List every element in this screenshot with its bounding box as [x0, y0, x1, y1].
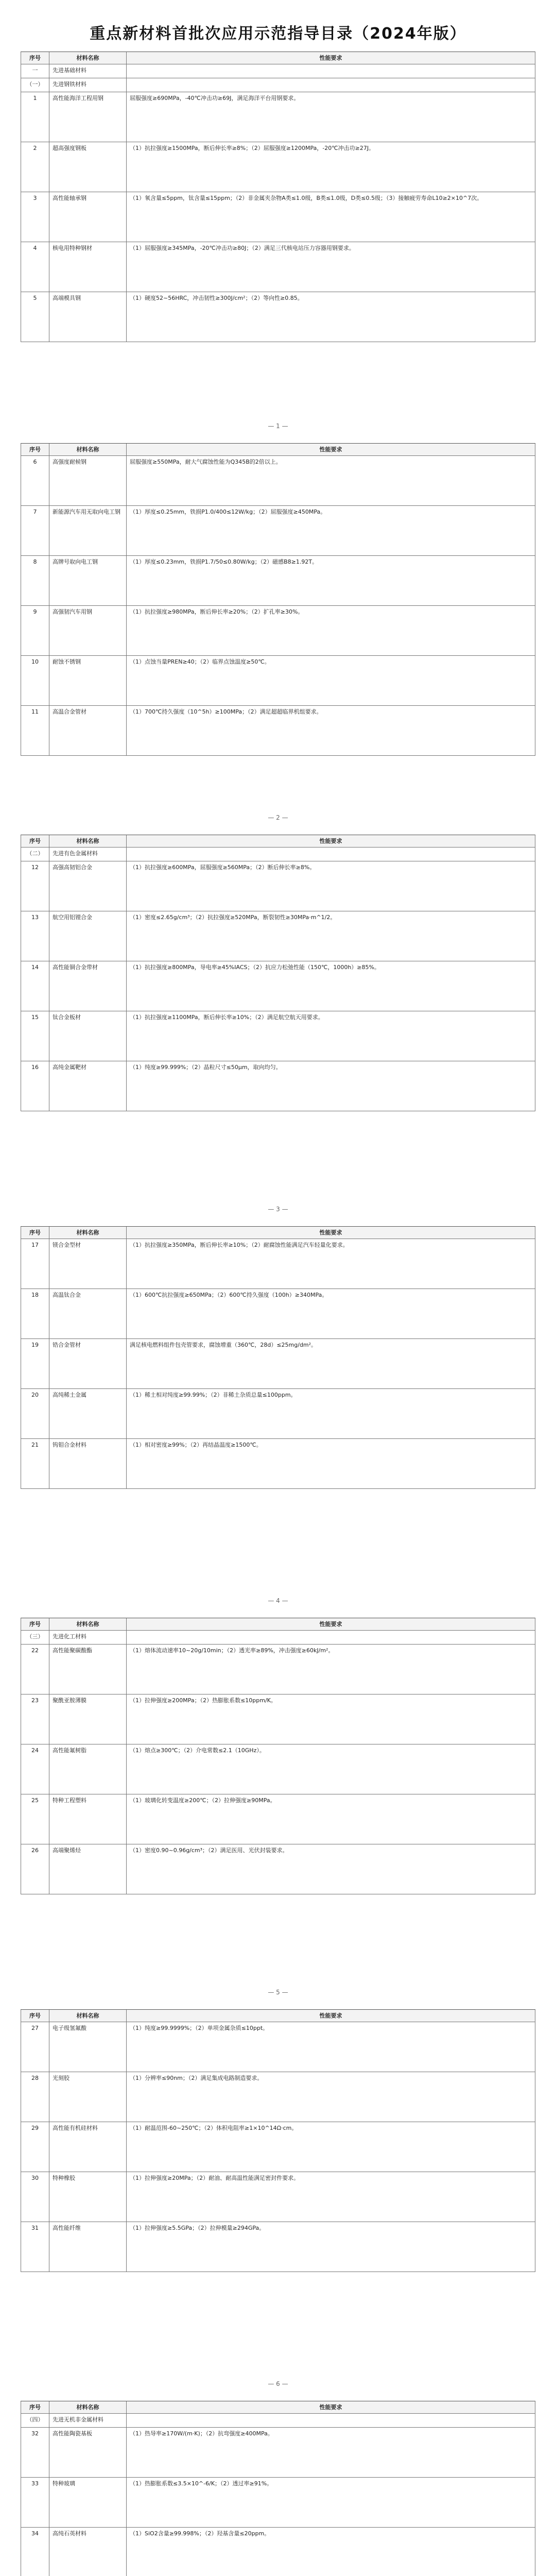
performance-requirements: （1）分辨率≤90nm；（2）满足集成电路制造要求。: [127, 2072, 535, 2122]
table-row: [21, 2072, 535, 2122]
section-row: [21, 1631, 535, 1645]
material-name: 电子级氢氟酸: [49, 2022, 127, 2072]
page-number: — 5 —: [268, 1989, 288, 1996]
performance-requirements: [127, 1631, 535, 1644]
header-requirements: 性能要求: [127, 1618, 535, 1630]
row-number: 33: [21, 2478, 49, 2527]
header-requirements: 性能要求: [127, 2401, 535, 2413]
performance-requirements: （1）熔体流动速率10~20g/10min；（2）透光率≥89%，冲击强度≥60kJ/m²。: [127, 1645, 535, 1694]
performance-requirements: [127, 848, 535, 861]
header-no: 序号: [21, 52, 49, 64]
material-name: 高温合金管材: [49, 706, 127, 755]
row-number: 5: [21, 292, 49, 342]
material-name: 聚酰亚胺薄膜: [49, 1694, 127, 1744]
performance-requirements: （1）稀土相对纯度≥99.99%；（2）非稀土杂质总量≤100ppm。: [127, 1389, 535, 1438]
table-row: [21, 556, 535, 606]
table-row: [21, 1645, 535, 1694]
header-requirements: 性能要求: [127, 2010, 535, 2022]
material-name: 高性能聚碳酸酯: [49, 1645, 127, 1694]
table-header-row: [21, 835, 535, 848]
table-row: [21, 1339, 535, 1389]
table-header-row: [21, 444, 535, 456]
row-number: 27: [21, 2022, 49, 2072]
material-name: 特种橡胶: [49, 2172, 127, 2222]
material-name: 高纯金属靶材: [49, 1061, 127, 1111]
performance-requirements: 屈服强度≥550MPa，耐大气腐蚀性能为Q345B的2倍以上。: [127, 456, 535, 505]
row-number: （二）: [21, 848, 49, 861]
material-name: 先进钢铁材料: [49, 78, 127, 92]
row-number: 23: [21, 1694, 49, 1744]
material-name: 高纯石英材料: [49, 2528, 127, 2576]
table-row: [21, 2172, 535, 2222]
table-row: [21, 1694, 535, 1744]
performance-requirements: （1）抗拉强度≥1500MPa，断后伸长率≥8%；（2）屈服强度≥1200MPa，-20℃冲击功≥27J。: [127, 142, 535, 192]
table-row: [21, 142, 535, 192]
material-name: 高牌号取向电工钢: [49, 556, 127, 605]
row-number: 14: [21, 961, 49, 1011]
header-name: 材料名称: [49, 2010, 127, 2022]
table-row: [21, 2428, 535, 2478]
performance-requirements: （1）屈服强度≥345MPa，-20℃冲击功≥80J；（2）满足三代核电站压力容器用钢要求。: [127, 242, 535, 292]
table-row: [21, 861, 535, 911]
performance-requirements: （1）热导率≥170W/(m·K)；（2）抗弯强度≥400MPa。: [127, 2428, 535, 2477]
row-number: 15: [21, 1011, 49, 1061]
material-name: 先进有色金属材料: [49, 848, 127, 861]
header-requirements: 性能要求: [127, 444, 535, 455]
table-page: [21, 2401, 535, 2576]
performance-requirements: （1）密度≤2.65g/cm³；（2）抗拉强度≥520MPa，断裂韧性≥30MPa·m^1/2。: [127, 911, 535, 961]
header-name: 材料名称: [49, 52, 127, 64]
header-no: 序号: [21, 2401, 49, 2413]
table-page: [21, 52, 535, 342]
document-title: 重点新材料首批次应用示范指导目录（2024年版）: [90, 25, 466, 43]
row-number: 一: [21, 64, 49, 78]
row-number: 6: [21, 456, 49, 505]
material-name: 特种玻璃: [49, 2478, 127, 2527]
material-name: 新能源汽车用无取向电工钢: [49, 506, 127, 555]
material-name: 高性能氟树脂: [49, 1744, 127, 1794]
row-number: （四）: [21, 2414, 49, 2427]
performance-requirements: （1）点蚀当量PREN≥40；（2）临界点蚀温度≥50℃。: [127, 656, 535, 705]
table-header-row: [21, 1227, 535, 1239]
table-row: [21, 2528, 535, 2576]
row-number: 17: [21, 1239, 49, 1289]
row-number: 13: [21, 911, 49, 961]
table-row: [21, 2022, 535, 2072]
row-number: 20: [21, 1389, 49, 1438]
table-header-row: [21, 2401, 535, 2414]
table-row: [21, 961, 535, 1011]
material-name: 高端模具钢: [49, 292, 127, 342]
header-name: 材料名称: [49, 835, 127, 847]
row-number: 21: [21, 1439, 49, 1488]
row-number: 28: [21, 2072, 49, 2122]
material-name: 超高强度钢板: [49, 142, 127, 192]
performance-requirements: （1）密度0.90~0.96g/cm³；（2）满足医用、光伏封装要求。: [127, 1844, 535, 1894]
table-row: [21, 1439, 535, 1489]
material-name: 高性能纤维: [49, 2222, 127, 2272]
performance-requirements: （1）纯度≥99.999%；（2）晶粒尺寸≤50μm，取向均匀。: [127, 1061, 535, 1111]
row-number: 2: [21, 142, 49, 192]
row-number: 16: [21, 1061, 49, 1111]
material-name: 先进无机非金属材料: [49, 2414, 127, 2427]
header-name: 材料名称: [49, 1227, 127, 1239]
material-name: 高温钛合金: [49, 1289, 127, 1338]
table-row: [21, 1011, 535, 1061]
performance-requirements: （1）600℃抗拉强度≥650MPa；（2）600℃持久强度（100h）≥340MPa。: [127, 1289, 535, 1338]
section-row: [21, 2414, 535, 2428]
performance-requirements: （1）热膨胀系数≤3.5×10^-6/K；（2）透过率≥91%。: [127, 2478, 535, 2527]
table-header-row: [21, 2010, 535, 2022]
performance-requirements: （1）厚度≤0.25mm，铁损P1.0/400≤12W/kg；（2）屈服强度≥450MPa。: [127, 506, 535, 555]
material-name: 光刻胶: [49, 2072, 127, 2122]
material-name: 高性能铜合金带材: [49, 961, 127, 1011]
row-number: 24: [21, 1744, 49, 1794]
table-row: [21, 656, 535, 706]
header-requirements: 性能要求: [127, 52, 535, 64]
table-header-row: [21, 1618, 535, 1631]
row-number: 10: [21, 656, 49, 705]
table-row: [21, 292, 535, 342]
table-row: [21, 1794, 535, 1844]
table-row: [21, 1844, 535, 1894]
table-page: [21, 835, 535, 1111]
performance-requirements: 屈服强度≥690MPa，-40℃冲击功≥69J，满足海洋平台用钢要求。: [127, 92, 535, 142]
table-page: [21, 2009, 535, 2272]
row-number: （一）: [21, 78, 49, 92]
header-name: 材料名称: [49, 1618, 127, 1630]
section-row: [21, 848, 535, 861]
row-number: 34: [21, 2528, 49, 2576]
table-row: [21, 1239, 535, 1289]
performance-requirements: （1）耐温范围-60~250℃；（2）体积电阻率≥1×10^14Ω·cm。: [127, 2122, 535, 2172]
table-row: [21, 2122, 535, 2172]
page-number: — 1 —: [268, 422, 288, 430]
performance-requirements: （1）熔点≥300℃；（2）介电常数≤2.1（10GHz）。: [127, 1744, 535, 1794]
row-number: 1: [21, 92, 49, 142]
header-no: 序号: [21, 1618, 49, 1630]
row-number: 19: [21, 1339, 49, 1388]
page-number: — 6 —: [268, 2380, 288, 2387]
material-name: 高性能海洋工程用钢: [49, 92, 127, 142]
material-name: 高纯稀土金属: [49, 1389, 127, 1438]
row-number: （三）: [21, 1631, 49, 1644]
table-row: [21, 92, 535, 142]
material-name: 高端聚烯烃: [49, 1844, 127, 1894]
table-row: [21, 242, 535, 292]
performance-requirements: （1）抗拉强度≥1100MPa，断后伸长率≥10%；（2）满足航空航天用要求。: [127, 1011, 535, 1061]
row-number: 3: [21, 192, 49, 242]
header-no: 序号: [21, 1227, 49, 1239]
row-number: 4: [21, 242, 49, 292]
table-page: [21, 1226, 535, 1489]
row-number: 7: [21, 506, 49, 555]
material-name: 高性能轴承钢: [49, 192, 127, 242]
row-number: 30: [21, 2172, 49, 2222]
performance-requirements: （1）拉伸强度≥20MPa；（2）耐油、耐高温性能满足密封件要求。: [127, 2172, 535, 2222]
material-name: 先进基础材料: [49, 64, 127, 78]
performance-requirements: （1）抗拉强度≥600MPa，屈服强度≥560MPa；（2）断后伸长率≥8%。: [127, 861, 535, 911]
material-name: 航空用铝锂合金: [49, 911, 127, 961]
performance-requirements: （1）玻璃化转变温度≥200℃；（2）拉伸强度≥90MPa。: [127, 1794, 535, 1844]
row-number: 8: [21, 556, 49, 605]
table-header-row: [21, 52, 535, 64]
header-requirements: 性能要求: [127, 1227, 535, 1239]
row-number: 11: [21, 706, 49, 755]
performance-requirements: （1）纯度≥99.9999%；（2）单项金属杂质≤10ppt。: [127, 2022, 535, 2072]
row-number: 22: [21, 1645, 49, 1694]
row-number: 25: [21, 1794, 49, 1844]
performance-requirements: （1）SiO2含量≥99.998%；（2）羟基含量≤20ppm。: [127, 2528, 535, 2576]
page-number: — 4 —: [268, 1597, 288, 1604]
row-number: 32: [21, 2428, 49, 2477]
section-row: [21, 78, 535, 92]
table-row: [21, 606, 535, 656]
performance-requirements: （1）拉伸强度≥200MPa；（2）热膨胀系数≤10ppm/K。: [127, 1694, 535, 1744]
performance-requirements: （1）抗拉强度≥350MPa，断后伸长率≥10%；（2）耐腐蚀性能满足汽车轻量化要求。: [127, 1239, 535, 1289]
material-name: 镁合金型材: [49, 1239, 127, 1289]
header-name: 材料名称: [49, 444, 127, 455]
page-number: — 2 —: [268, 814, 288, 821]
table-row: [21, 2478, 535, 2528]
material-name: 高强韧汽车用钢: [49, 606, 127, 655]
table-row: [21, 1061, 535, 1111]
row-number: 26: [21, 1844, 49, 1894]
table-row: [21, 1744, 535, 1794]
performance-requirements: （1）拉伸强度≥5.5GPa；（2）拉伸模量≥294GPa。: [127, 2222, 535, 2272]
table-row: [21, 706, 535, 756]
performance-requirements: [127, 78, 535, 92]
performance-requirements: （1）700℃持久强度（10^5h）≥100MPa；（2）满足超超临界机组要求。: [127, 706, 535, 755]
row-number: 9: [21, 606, 49, 655]
material-name: 高强度耐候钢: [49, 456, 127, 505]
row-number: 18: [21, 1289, 49, 1338]
performance-requirements: （1）抗拉强度≥800MPa，导电率≥45%IACS；（2）抗应力松弛性能（150℃，1000h）≥85%。: [127, 961, 535, 1011]
table-row: [21, 506, 535, 556]
row-number: 31: [21, 2222, 49, 2272]
page-number: — 3 —: [268, 1206, 288, 1213]
table-page: [21, 1618, 535, 1894]
performance-requirements: [127, 2414, 535, 2427]
table-row: [21, 911, 535, 961]
material-name: 耐蚀不锈钢: [49, 656, 127, 705]
performance-requirements: （1）相对密度≥99%；（2）再结晶温度≥1500℃。: [127, 1439, 535, 1488]
performance-requirements: （1）氧含量≤5ppm，钛含量≤15ppm；（2）非金属夹杂物A类≤1.0级，B类≤1.0级，D类≤0.5级；（3）接触疲劳寿命L10≥2×10^7次。: [127, 192, 535, 242]
material-name: 钛合金板材: [49, 1011, 127, 1061]
material-name: 高性能陶瓷基板: [49, 2428, 127, 2477]
material-name: 钨钼合金材料: [49, 1439, 127, 1488]
material-name: 锆合金管材: [49, 1339, 127, 1388]
performance-requirements: （1）抗拉强度≥980MPa，断后伸长率≥20%；（2）扩孔率≥30%。: [127, 606, 535, 655]
table-row: [21, 1389, 535, 1439]
header-no: 序号: [21, 2010, 49, 2022]
header-no: 序号: [21, 444, 49, 455]
table-page: [21, 443, 535, 756]
material-name: 高性能有机硅材料: [49, 2122, 127, 2172]
material-name: 特种工程塑料: [49, 1794, 127, 1844]
header-no: 序号: [21, 835, 49, 847]
performance-requirements: [127, 64, 535, 78]
section-row: [21, 64, 535, 78]
material-name: 核电用特种钢材: [49, 242, 127, 292]
header-name: 材料名称: [49, 2401, 127, 2413]
row-number: 12: [21, 861, 49, 911]
performance-requirements: 满足核电燃料组件包壳管要求，腐蚀增重（360℃，28d）≤25mg/dm²。: [127, 1339, 535, 1388]
table-row: [21, 192, 535, 242]
row-number: 29: [21, 2122, 49, 2172]
table-row: [21, 456, 535, 506]
performance-requirements: （1）硬度52~56HRC，冲击韧性≥300J/cm²；（2）等向性≥0.85。: [127, 292, 535, 342]
header-requirements: 性能要求: [127, 835, 535, 847]
material-name: 先进化工材料: [49, 1631, 127, 1644]
table-row: [21, 2222, 535, 2272]
performance-requirements: （1）厚度≤0.23mm，铁损P1.7/50≤0.80W/kg；（2）磁感B8≥1.92T。: [127, 556, 535, 605]
table-row: [21, 1289, 535, 1339]
material-name: 高强高韧铝合金: [49, 861, 127, 911]
